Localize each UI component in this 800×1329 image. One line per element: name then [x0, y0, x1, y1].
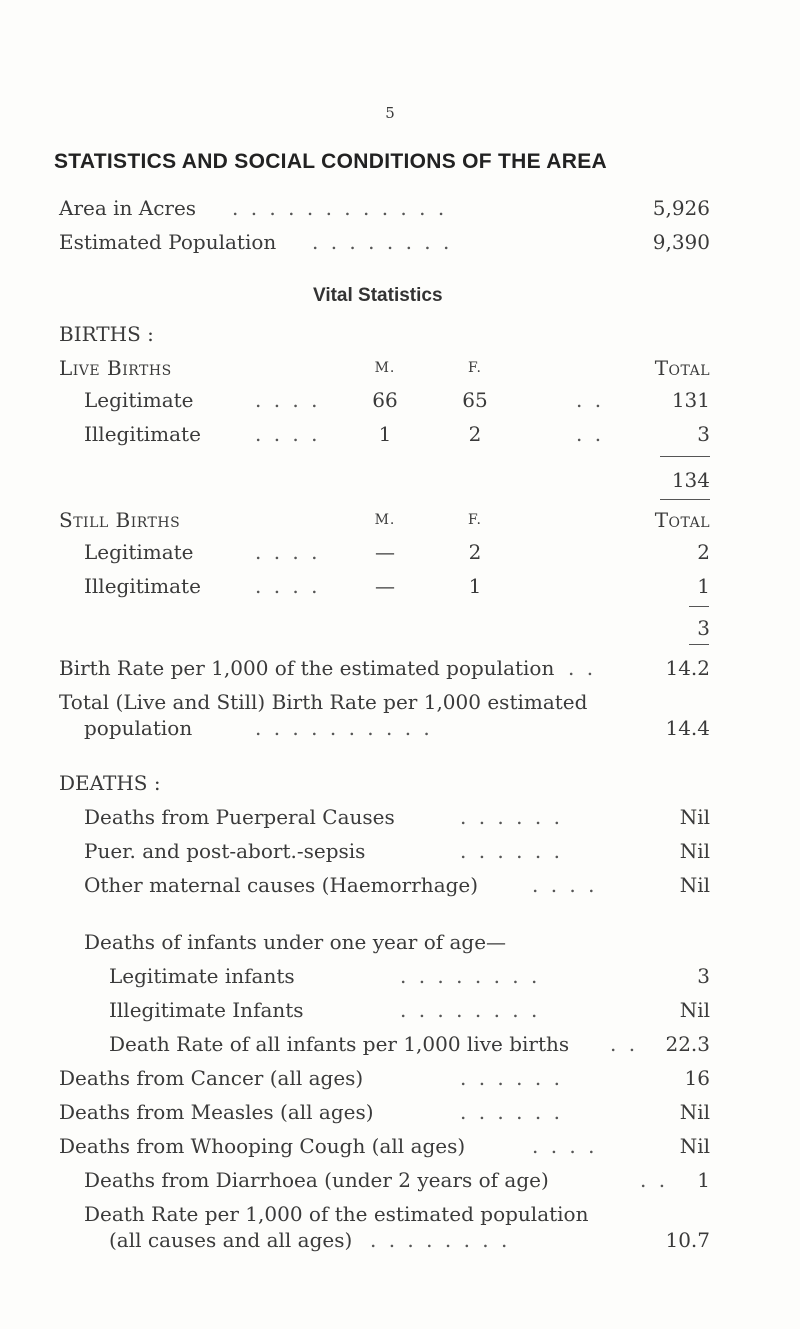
death-rate-value: 10.7 — [665, 1228, 710, 1252]
row-leaders: . . . . — [255, 422, 321, 446]
row-f: 1 — [468, 574, 482, 598]
item-leaders: . . . . . . — [460, 839, 563, 863]
row-f: 65 — [462, 388, 488, 412]
total-birth-rate-value: 14.4 — [665, 716, 710, 740]
births-heading: BIRTHS : — [59, 322, 154, 346]
infant-deaths-heading: Deaths of infants under one year of age— — [84, 930, 507, 954]
sum-rule-top — [660, 456, 710, 457]
deaths-heading: DEATHS : — [59, 771, 161, 795]
item-leaders: . . . . . . — [460, 1066, 563, 1090]
live-births-heading: Live Births — [59, 356, 172, 380]
item-leaders: . . — [640, 1168, 669, 1192]
total-birth-rate-label: Total (Live and Still) Birth Rate per 1,000 estimated — [59, 690, 588, 714]
row-m: 66 — [372, 388, 398, 412]
row-label: Legitimate — [84, 388, 194, 412]
item-value: Nil — [679, 998, 710, 1022]
item-label: Deaths from Cancer (all ages) — [59, 1066, 364, 1090]
still-col-total: Total — [654, 508, 710, 532]
row-total: 3 — [697, 422, 710, 446]
item-value: Nil — [679, 805, 710, 829]
row-leaders: . . . . — [255, 540, 321, 564]
death-rate-leaders: . . . . . . . . — [370, 1228, 511, 1252]
item-value: 1 — [697, 1168, 710, 1192]
row-m: — — [375, 540, 395, 564]
row-m: 1 — [378, 422, 392, 446]
row-f: 2 — [468, 422, 482, 446]
item-label: Deaths from Measles (all ages) — [59, 1100, 374, 1124]
row-label: Legitimate — [84, 540, 194, 564]
still-col-f: F. — [468, 512, 482, 528]
birth-rate-leaders: . . — [568, 656, 597, 680]
row-total: 2 — [697, 540, 710, 564]
still-births-heading: Still Births — [59, 508, 181, 532]
item-value: Nil — [679, 1100, 710, 1124]
item-value: Nil — [679, 839, 710, 863]
item-leaders: . . — [610, 1032, 639, 1056]
death-rate-label-2: (all causes and all ages) — [109, 1228, 353, 1252]
sum-rule-bottom — [689, 644, 709, 645]
item-label: Death Rate of all infants per 1,000 live births — [109, 1032, 570, 1056]
item-value: 16 — [684, 1066, 710, 1090]
row-m: — — [375, 574, 395, 598]
death-rate-label: Death Rate per 1,000 of the estimated population — [84, 1202, 589, 1226]
row-total: 131 — [671, 388, 710, 412]
row-leaders: . . . . — [255, 574, 321, 598]
row-leaders: . . . . — [255, 388, 321, 412]
item-label: Deaths from Puerperal Causes — [84, 805, 395, 829]
item-label: Puer. and post-abort.-sepsis — [84, 839, 366, 863]
live-births-sum: 134 — [671, 468, 710, 492]
item-label: Illegitimate Infants — [109, 998, 304, 1022]
live-col-total: Total — [654, 356, 710, 380]
total-birth-rate-leaders: . . . . . . . . . . — [255, 716, 433, 740]
item-label: Other maternal causes (Haemorrhage) — [84, 873, 479, 897]
item-value: 3 — [697, 964, 710, 988]
still-births-sum: 3 — [697, 616, 710, 640]
item-leaders: . . . . . . — [460, 1100, 563, 1124]
item-label: Legitimate infants — [109, 964, 295, 988]
live-col-f: F. — [468, 360, 482, 376]
total-birth-rate-label-2: population — [84, 716, 193, 740]
item-leaders: . . . . . . . . — [400, 998, 541, 1022]
item-leaders: . . . . . . . . — [400, 964, 541, 988]
page-number: 5 — [385, 104, 395, 122]
vital-statistics-heading: Vital Statistics — [313, 285, 443, 306]
still-col-m: M. — [374, 512, 396, 528]
row-leaders-2: . . — [576, 388, 605, 412]
item-value: Nil — [679, 873, 710, 897]
item-leaders: . . . . — [532, 1134, 598, 1158]
item-value: 22.3 — [665, 1032, 710, 1056]
row-label: Illegitimate — [84, 574, 201, 598]
page-title: STATISTICS AND SOCIAL CONDITIONS OF THE AREA — [54, 150, 607, 173]
area-leaders: . . . . . . . . . . . . — [232, 196, 448, 220]
population-leaders: . . . . . . . . — [312, 230, 453, 254]
area-value: 5,926 — [652, 196, 710, 220]
live-col-m: M. — [374, 360, 396, 376]
item-label: Deaths from Diarrhoea (under 2 years of age) — [84, 1168, 549, 1192]
item-label: Deaths from Whooping Cough (all ages) — [59, 1134, 466, 1158]
item-leaders: . . . . . . — [460, 805, 563, 829]
birth-rate-value: 14.2 — [665, 656, 710, 680]
birth-rate-label: Birth Rate per 1,000 of the estimated population — [59, 656, 555, 680]
population-value: 9,390 — [652, 230, 710, 254]
row-leaders-2: . . — [576, 422, 605, 446]
population-label: Estimated Population — [59, 230, 277, 254]
row-label: Illegitimate — [84, 422, 201, 446]
item-leaders: . . . . — [532, 873, 598, 897]
sum-rule-top — [689, 606, 709, 607]
row-f: 2 — [468, 540, 482, 564]
item-value: Nil — [679, 1134, 710, 1158]
area-label: Area in Acres — [59, 196, 197, 220]
row-total: 1 — [697, 574, 710, 598]
sum-rule-bottom — [660, 499, 710, 500]
